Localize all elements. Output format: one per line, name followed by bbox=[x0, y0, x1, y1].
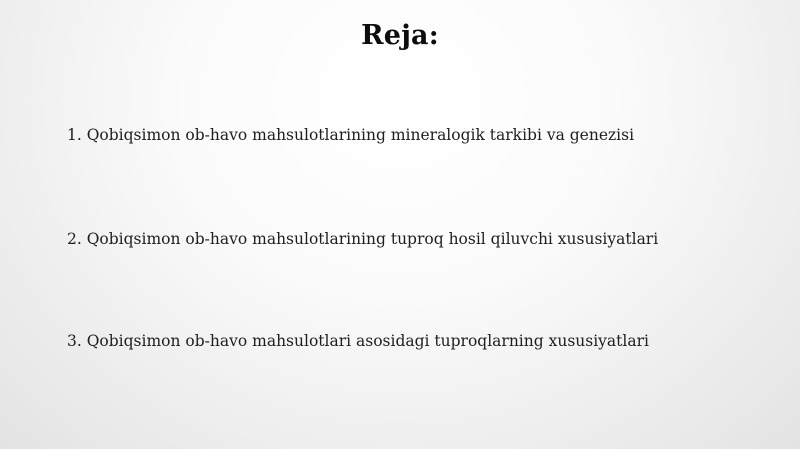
plan-item-1: 1. Qobiqsimon ob-havo mahsulotlarining mineralogik tarkibi va genezisi bbox=[67, 126, 635, 144]
slide-title: Reja: bbox=[361, 20, 439, 51]
plan-item-3: 3. Qobiqsimon ob-havo mahsulotlari asosidagi tuproqlarning xususiyatlari bbox=[67, 332, 649, 350]
plan-item-2: 2. Qobiqsimon ob-havo mahsulotlarining tuproq hosil qiluvchi xususiyatlari bbox=[67, 230, 659, 248]
